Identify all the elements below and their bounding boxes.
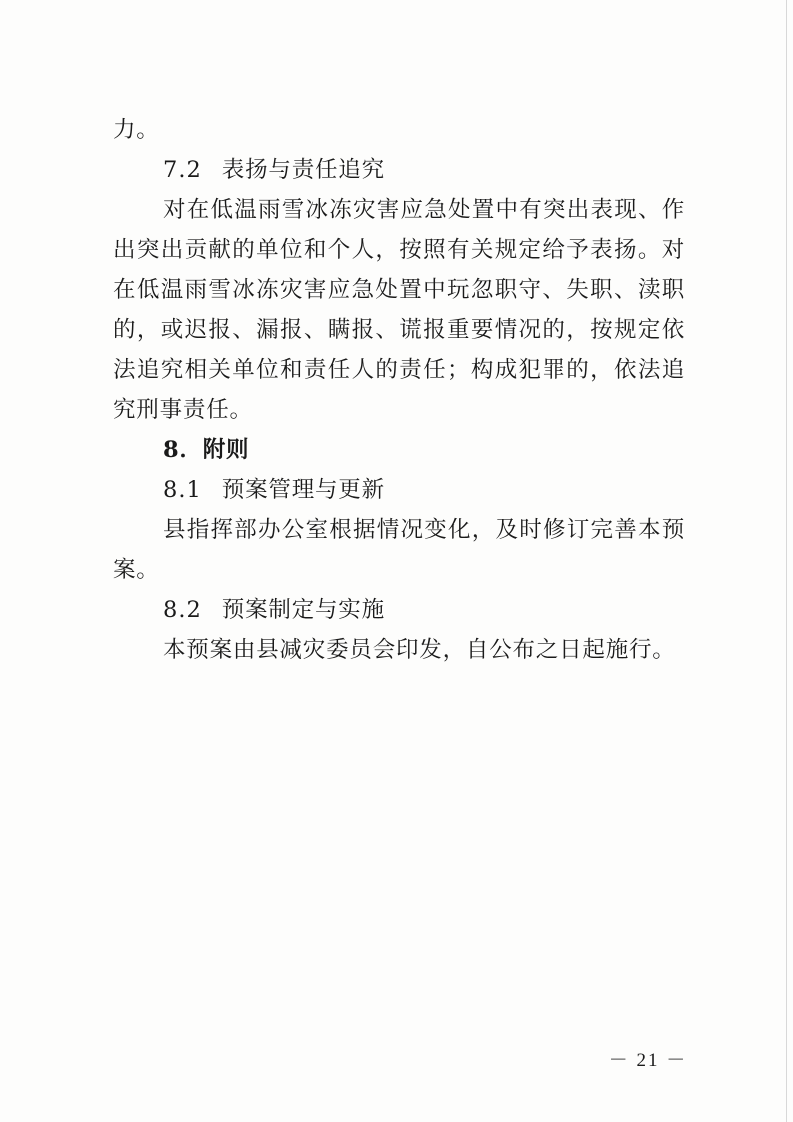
continuation-line: 力。 [113, 117, 160, 143]
chapter-heading-8: 8．附则 [163, 437, 250, 463]
section-heading-8-2 [113, 590, 685, 630]
page-number: － 21 － [608, 1050, 688, 1071]
section-title: 预案制定与实施 [221, 597, 385, 623]
paragraph-plan-implementation: 本预案由县减灾委员会印发，自公布之日起施行。 [163, 637, 676, 663]
paragraph-plan-management: 县指挥部办公室根据情况变化，及时修订完善本预案。 [113, 517, 685, 583]
section-number: 7.2 [163, 157, 202, 183]
section-number: 8.2 [163, 597, 202, 623]
section-title: 预案管理与更新 [221, 477, 385, 503]
section-heading-7-2 [113, 150, 685, 190]
section-heading-8-1 [113, 470, 685, 510]
paragraph-commendation-accountability: 对在低温雨雪冰冻灾害应急处置中有突出表现、作出突出贡献的单位和个人，按照有关规定给予表扬。对在低温雨雪冰冻灾害应急处置中玩忽职守、失职、渎职的，或迟报、漏报、瞒报、谎报重要情况的，按规定依法追究相关单位和责任人的责任；构成犯罪的，依法追究刑事责任。 [113, 197, 685, 423]
scan-edge-line [786, 0, 787, 1122]
section-title: 表扬与责任追究 [221, 157, 385, 183]
section-number: 8.1 [163, 477, 202, 503]
document-body [113, 110, 685, 670]
